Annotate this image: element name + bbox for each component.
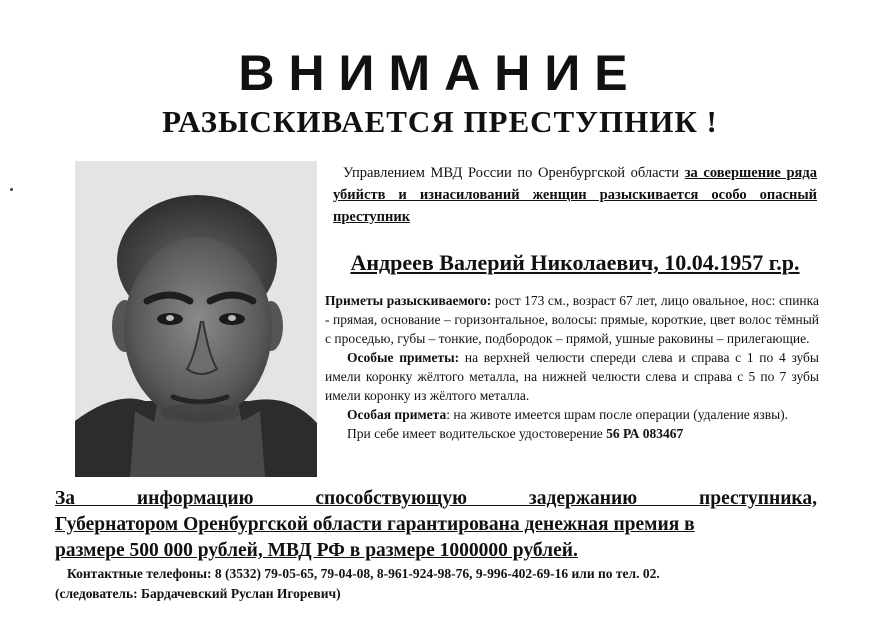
intro-lead-text: Управлением МВД России по Оренбургской области — [343, 165, 680, 181]
signs-label: Приметы разыскиваемого: — [325, 293, 492, 308]
suspect-photo — [75, 161, 317, 477]
contact-info — [55, 564, 835, 604]
suspect-name: Андреев Валерий Николаевич, 10.04.1957 г.р. — [350, 250, 800, 275]
suspect-description — [325, 291, 819, 443]
reward-notice — [55, 486, 817, 564]
reward-line-2: Губернатором Оренбургской области гарантирована денежная премия в — [55, 514, 695, 535]
special-sign-text: : на животе имеется шрам после операции (удаление язвы). — [446, 407, 789, 422]
special-signs-label: Особые приметы: — [347, 350, 460, 365]
intro-crime-text: за совершение ряда убийств и изнасилований женщин разыскивается особо опасный преступник — [333, 165, 817, 225]
license-text: При себе имеет водительское удостоверение — [347, 426, 603, 441]
reward-line-1: За информацию способствующую задержанию преступника, — [55, 488, 817, 509]
suspect-portrait-image — [75, 161, 317, 477]
speck-mark — [10, 188, 13, 191]
page-subtitle: РАЗЫСКИВАЕТСЯ ПРЕСТУПНИК ! — [162, 104, 718, 139]
special-sign-label: Особая примета — [347, 407, 447, 422]
signs-text: рост 173 см., возраст 67 лет, лицо овальное, нос: спинка - прямая, основание – горизонтальное, волосы: прямые, короткие, цвет волос тёмный с проседью, губы – тонкие, подбородок – прямой, ушные раковины – прилегающие. — [325, 293, 819, 346]
reward-line-3: размере 500 000 рублей, МВД РФ в размере 1000000 рублей. — [55, 540, 578, 561]
investigator-name: (следователь: Бардачевский Руслан Игоревич) — [55, 586, 341, 601]
intro-paragraph — [333, 162, 817, 228]
special-signs-text: на верхней челюсти спереди слева и справа с 1 по 4 зубы имели коронку жёлтого металла, на нижней челюсти слева и справа с 5 по 7 зубы имели коронку из жёлтого металла. — [325, 350, 819, 403]
license-number: 56 РА 083467 — [606, 426, 684, 441]
page-title: ВНИМАНИЕ — [238, 45, 642, 101]
contact-phones: Контактные телефоны: 8 (3532) 79-05-65, 79-04-08, 8-961-924-98-76, 9-996-402-69-16 или по тел. 02. — [67, 566, 660, 581]
